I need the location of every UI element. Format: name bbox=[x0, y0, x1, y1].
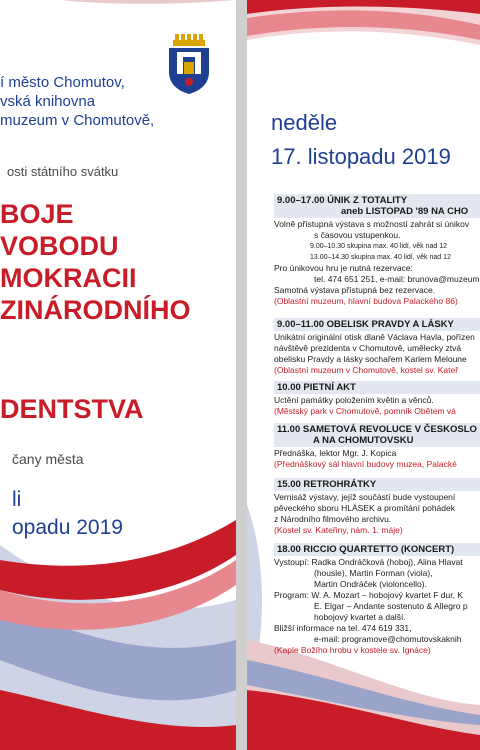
citizens-text: čany města bbox=[12, 451, 84, 467]
page-gap bbox=[236, 0, 247, 750]
event-heading-line: A NA CHOMUTOVSKU bbox=[313, 435, 414, 446]
event-text-line: (housle), Martin Forman (viola), bbox=[314, 568, 433, 578]
event-date bbox=[12, 486, 123, 542]
event-text-line: Bližší informace na tel. 474 619 331, bbox=[274, 623, 412, 633]
event-location: (Kaple Božího hrobu v kostele sv. Ignáce) bbox=[274, 645, 431, 655]
event-heading-line: aneb LISTOPAD '89 NA CHO bbox=[341, 206, 469, 217]
event-location: (Oblastní muzeum v Chomutově, kostel sv. Kateř bbox=[274, 365, 459, 375]
program-event bbox=[274, 194, 480, 307]
program-event bbox=[274, 381, 480, 417]
event-heading-line: 10.00 PIETNÍ AKT bbox=[277, 382, 356, 393]
event-heading-line: 11.00 SAMETOVÁ REVOLUCE V ČESKOSLO bbox=[277, 424, 477, 435]
right-program-page bbox=[247, 0, 480, 750]
event-heading-line: 9.00–11.00 OBELISK PRAVDY A LÁSKY bbox=[277, 319, 454, 330]
event-heading bbox=[274, 381, 480, 394]
event-text-line: Vernisáž výstavy, jejíž součástí bude vystoupení bbox=[274, 492, 456, 502]
program-event bbox=[274, 478, 480, 536]
event-location: (Kostel sv. Kateřiny, nám. 1. máje) bbox=[274, 525, 403, 535]
left-poster-page bbox=[0, 0, 236, 750]
event-heading bbox=[274, 543, 480, 556]
event-location: (Oblastní muzeum, hlavní budova Palackého 86) bbox=[274, 296, 458, 306]
event-text-line: 13.00–14.30 skupina max. 40 lidí, věk nad 12 bbox=[310, 254, 451, 261]
title-line-2: VOBODU bbox=[0, 231, 119, 261]
program-event bbox=[274, 543, 480, 656]
event-text-line: Volně přístupná výstava s možností zahrát si únikov bbox=[274, 219, 470, 229]
event-text-line: Pro únikovou hru je nutná rezervace: bbox=[274, 263, 413, 273]
event-text-line: pěveckého sboru HLÁSEK a promítání pohádek bbox=[274, 503, 455, 513]
event-text-line: s časovou vstupenkou. bbox=[314, 230, 401, 240]
event-heading bbox=[274, 318, 480, 331]
event-heading bbox=[274, 478, 480, 491]
event-text-line: Přednáška, lektor Mgr. J. Kopica bbox=[274, 448, 397, 458]
event-text-line: E. Elgar – Andante sostenuto & Allegro p bbox=[314, 601, 468, 611]
organizer-line-3: muzeum v Chomutově, bbox=[0, 112, 155, 129]
title-line-1: BOJE bbox=[0, 199, 74, 229]
organizer-line-1: í město Chomutov, bbox=[0, 74, 125, 91]
event-text-line: Martin Ondráček (violoncello). bbox=[314, 579, 427, 589]
event-text-line: e-mail: programove@chomutovskaknih bbox=[314, 634, 462, 644]
event-heading-line: 15.00 RETROHRÁTKY bbox=[277, 479, 377, 490]
event-location: (Přednáškový sál hlavní budovy muzea, Palacké bbox=[274, 459, 457, 469]
title-line-5: DENTSTVA bbox=[0, 394, 144, 424]
event-text-line: Uctění památky položením květin a věnců. bbox=[274, 395, 434, 405]
event-heading bbox=[274, 194, 480, 218]
event-text-line: Unikátní originální otisk dlaně Václava Havla, pořízen bbox=[274, 332, 475, 342]
event-text-line: Vystoupí: Radka Ondráčková (hoboj), Alina Hlavat bbox=[274, 557, 463, 567]
program-event bbox=[274, 423, 480, 470]
event-text-line: návštěvě prezidenta v Chomutově, umělecky ztvá bbox=[274, 343, 462, 353]
event-location: (Městský park v Chomutově, pomník Obětem vá bbox=[274, 406, 456, 416]
event-text-line: 9.00–10.30 skupina max. 40 lidí, věk nad 12 bbox=[310, 243, 447, 250]
title-line-3: MOKRACII bbox=[0, 263, 137, 293]
title-line-4: ZINÁRODNÍHO bbox=[0, 295, 191, 325]
event-text-line: z Národního filmového archivu. bbox=[274, 514, 392, 524]
date-line-1: li bbox=[12, 488, 22, 511]
occasion-text: osti státního svátku bbox=[7, 164, 119, 179]
organizer-line-2: vská knihovna bbox=[0, 93, 96, 110]
event-text-line: tel. 474 651 251, e-mail: brunova@muzeum bbox=[314, 274, 480, 284]
event-text-line: obelisku Pravdy a lásky sochařem Karlem Meloune bbox=[274, 354, 467, 364]
event-heading-line: 9.00–17.00 ÚNIK Z TOTALITY bbox=[277, 195, 408, 206]
event-title bbox=[0, 198, 191, 326]
program-event bbox=[274, 318, 480, 376]
event-text-line: Program: W. A. Mozart – hobojový kvartet F dur, K bbox=[274, 590, 463, 600]
program-date: 17. listopadu 2019 bbox=[271, 144, 451, 169]
event-text-line: hobojový kvartet a další. bbox=[314, 612, 406, 622]
event-text-line: Samotná výstava přístupná bez rezervace. bbox=[274, 285, 436, 295]
chomutov-coat-of-arms-icon bbox=[166, 34, 212, 94]
date-line-2: opadu 2019 bbox=[12, 516, 123, 539]
program-day: neděle bbox=[271, 110, 338, 135]
event-heading-line: 18.00 RICCIO QUARTETTO (KONCERT) bbox=[277, 544, 455, 555]
event-heading bbox=[274, 423, 480, 447]
